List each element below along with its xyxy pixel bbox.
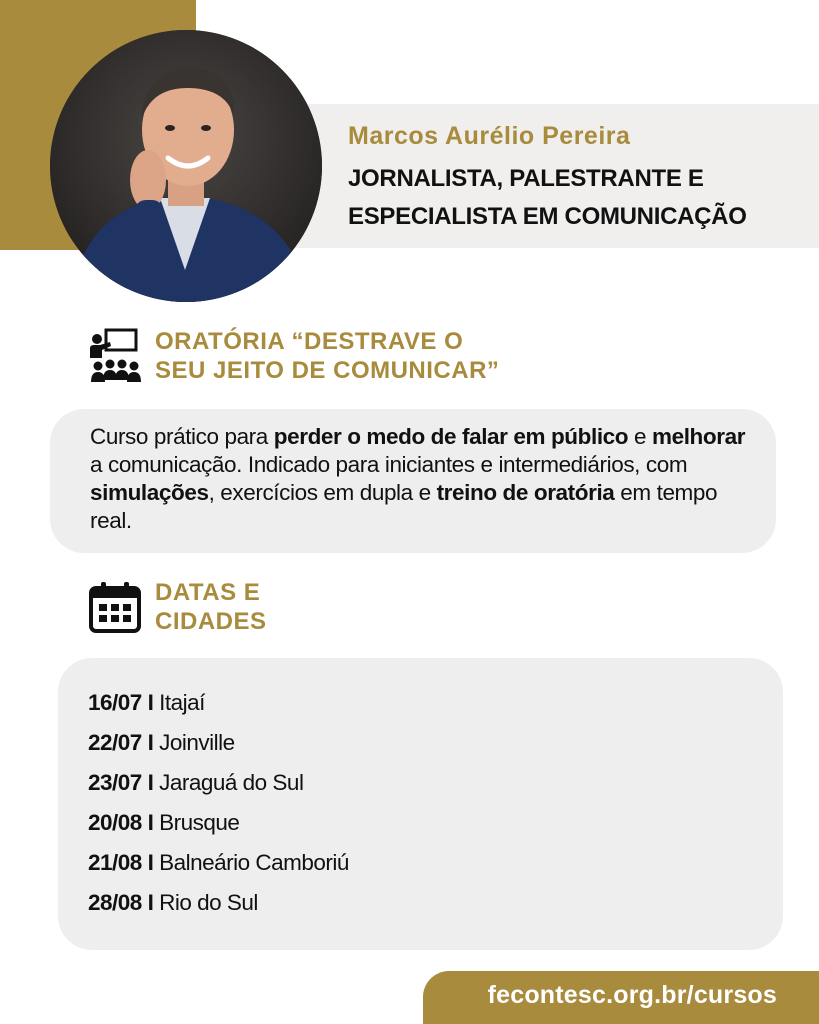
speaker-role-line1: JORNALISTA, PALESTRANTE E xyxy=(348,165,704,192)
schedule-title-line2: CIDADES xyxy=(155,608,267,635)
speaker-photo xyxy=(50,30,322,302)
footer-url-link[interactable]: fecontesc.org.br/cursos xyxy=(487,981,777,1009)
schedule-card xyxy=(58,658,783,950)
schedule-title xyxy=(155,578,267,636)
desc-text-2: e xyxy=(628,424,652,449)
speaker-role xyxy=(348,160,747,236)
desc-text-5: em tempo real. xyxy=(90,480,718,533)
course-description xyxy=(90,423,750,535)
desc-text-1: Curso prático para xyxy=(90,424,274,449)
schedule-item: 21/08 I Balneário Camboriú xyxy=(88,850,349,875)
presenter-audience-icon xyxy=(86,328,146,389)
schedule-item: 22/07 I Joinville xyxy=(88,730,235,755)
desc-bold-3: simulações xyxy=(90,480,209,505)
course-title-line1: ORATÓRIA “DESTRAVE O xyxy=(155,328,464,355)
desc-text-4: , exercícios em dupla e xyxy=(208,480,437,505)
desc-text-3: a comunicação. Indicado para iniciantes e intermediários, com xyxy=(90,452,688,477)
footer-url-bar xyxy=(423,971,819,1024)
course-title-line2: SEU JEITO DE COMUNICAR” xyxy=(155,357,500,384)
schedule-item: 23/07 I Jaraguá do Sul xyxy=(88,770,304,795)
desc-bold-4: treino de oratória xyxy=(436,480,615,505)
schedule-item: 28/08 I Rio do Sul xyxy=(88,890,258,915)
schedule-title-line1: DATAS E xyxy=(155,579,261,606)
desc-bold-1: perder o medo de falar em público xyxy=(273,424,629,449)
schedule-item: 20/08 I Brusque xyxy=(88,810,240,835)
desc-bold-2: melhorar xyxy=(651,424,746,449)
course-title xyxy=(155,327,499,385)
schedule-item: 16/07 I Itajaí xyxy=(88,690,205,715)
speaker-name: Marcos Aurélio Pereira xyxy=(348,122,631,150)
course-description-card xyxy=(50,409,776,553)
speaker-role-line2: ESPECIALISTA EM COMUNICAÇÃO xyxy=(348,203,747,230)
calendar-icon xyxy=(88,580,142,639)
